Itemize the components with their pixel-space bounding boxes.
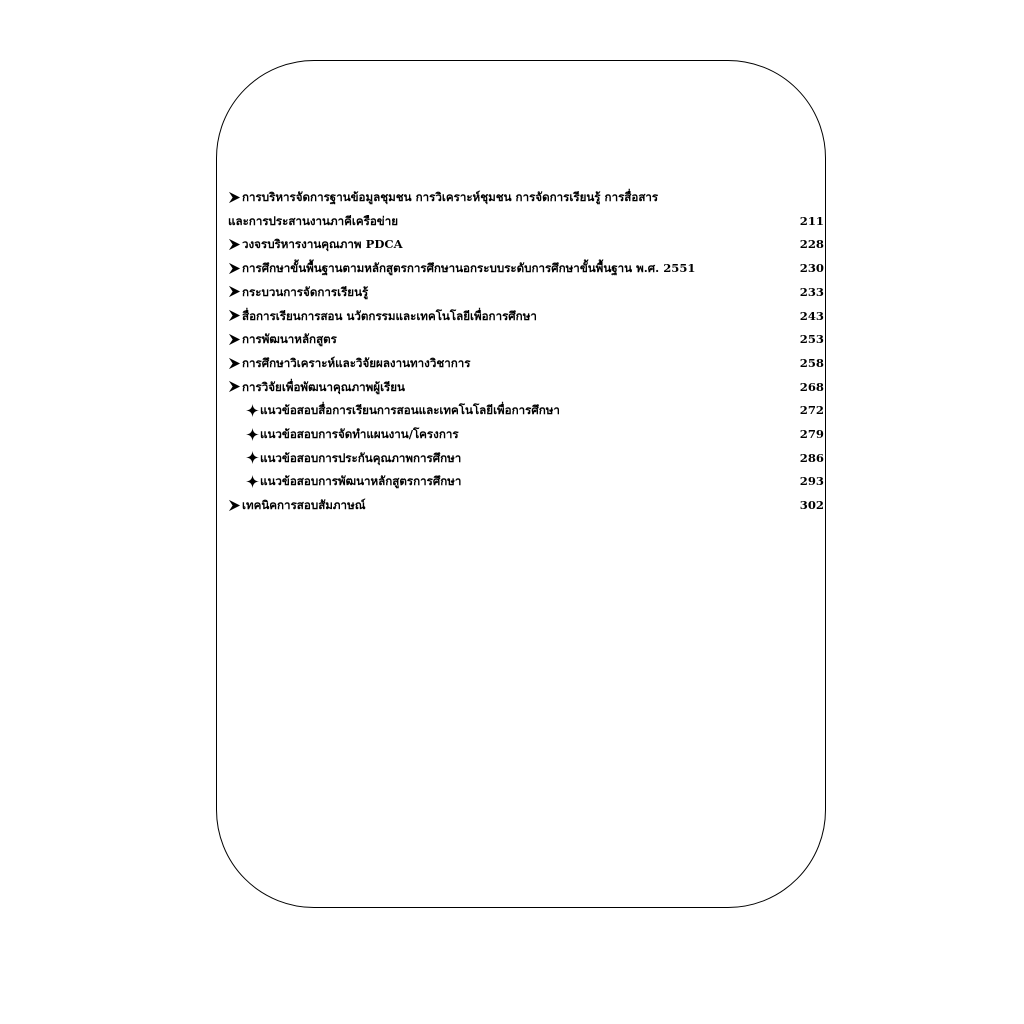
toc-entry-label: แนวข้อสอบการพัฒนาหลักสูตรการศึกษา xyxy=(260,474,462,489)
arrow-bullet-icon xyxy=(228,309,241,322)
toc-entry-label: การศึกษาวิเคราะห์และวิจัยผลงานทางวิชาการ xyxy=(242,355,471,370)
toc-entry[interactable] xyxy=(228,180,824,204)
toc-entry-page: 211 xyxy=(799,213,824,228)
toc-entry[interactable] xyxy=(228,204,824,228)
toc-entry-label: การบริหารจัดการฐานข้อมูลชุมชน การวิเคราะห์ชุมชน การจัดการเรียนรู้ การสื่อสาร xyxy=(242,190,659,205)
toc-entry-label: สื่อการเรียนการสอน นวัตกรรมและเทคโนโลยีเพื่อการศึกษา xyxy=(242,308,537,323)
toc-entry[interactable] xyxy=(228,275,824,299)
toc-entry-page: 243 xyxy=(799,308,824,323)
toc-entry-page: 302 xyxy=(799,498,824,513)
arrow-bullet-icon xyxy=(228,238,241,251)
toc-subentry[interactable] xyxy=(228,393,824,417)
toc-entry[interactable] xyxy=(228,346,824,370)
arrow-bullet-icon xyxy=(228,262,241,275)
toc-entry-label: กระบวนการจัดการเรียนรู้ xyxy=(242,284,369,299)
toc-entry-page: 272 xyxy=(799,403,824,418)
toc-entry-label: การศึกษาขั้นพื้นฐานตามหลักสูตรการศึกษานอกระบบระดับการศึกษาขั้นพื้นฐาน พ.ศ. 2551 xyxy=(242,261,696,276)
toc-entry-page: 286 xyxy=(799,450,824,465)
star-bullet-icon xyxy=(246,451,259,464)
toc-entry[interactable] xyxy=(228,298,824,322)
toc-entry-label: เทคนิคการสอบสัมภาษณ์ xyxy=(242,498,366,513)
toc-entry[interactable] xyxy=(228,370,824,394)
arrow-bullet-icon xyxy=(228,380,241,393)
toc-entry[interactable] xyxy=(228,251,824,275)
toc-entry[interactable] xyxy=(228,488,824,512)
toc-entry-page: 228 xyxy=(799,237,824,252)
arrow-bullet-icon xyxy=(228,191,241,204)
toc-subentry[interactable] xyxy=(228,441,824,465)
toc-entry-page: 268 xyxy=(799,379,824,394)
toc-entry-page: 233 xyxy=(799,284,824,299)
arrow-bullet-icon xyxy=(228,499,241,512)
toc-subentry[interactable] xyxy=(228,464,824,488)
toc-entry-label: แนวข้อสอบสื่อการเรียนการสอนและเทคโนโลยีเพื่อการศึกษา xyxy=(260,403,560,418)
toc-entry-label: การวิจัยเพื่อพัฒนาคุณภาพผู้เรียน xyxy=(242,379,405,394)
star-bullet-icon xyxy=(246,404,259,417)
toc-entry-page: 279 xyxy=(799,426,824,441)
toc-entry[interactable] xyxy=(228,227,824,251)
star-bullet-icon xyxy=(246,428,259,441)
toc-entry[interactable] xyxy=(228,322,824,346)
toc-entry-page: 293 xyxy=(799,474,824,489)
arrow-bullet-icon xyxy=(228,357,241,370)
toc-entry-label: และการประสานงานภาคีเครือข่าย xyxy=(228,213,399,228)
toc-entry-label: วงจรบริหารงานคุณภาพ PDCA xyxy=(242,237,403,252)
arrow-bullet-icon xyxy=(228,285,241,298)
star-bullet-icon xyxy=(246,475,259,488)
table-of-contents xyxy=(228,180,824,512)
toc-subentry[interactable] xyxy=(228,417,824,441)
toc-entry-label: แนวข้อสอบการจัดทำแผนงาน/โครงการ xyxy=(260,426,459,441)
toc-entry-page: 230 xyxy=(799,261,824,276)
toc-entry-label: การพัฒนาหลักสูตร xyxy=(242,332,337,347)
toc-entry-label: แนวข้อสอบการประกันคุณภาพการศึกษา xyxy=(260,450,462,465)
toc-entry-page: 253 xyxy=(799,332,824,347)
arrow-bullet-icon xyxy=(228,333,241,346)
toc-entry-page: 258 xyxy=(799,355,824,370)
